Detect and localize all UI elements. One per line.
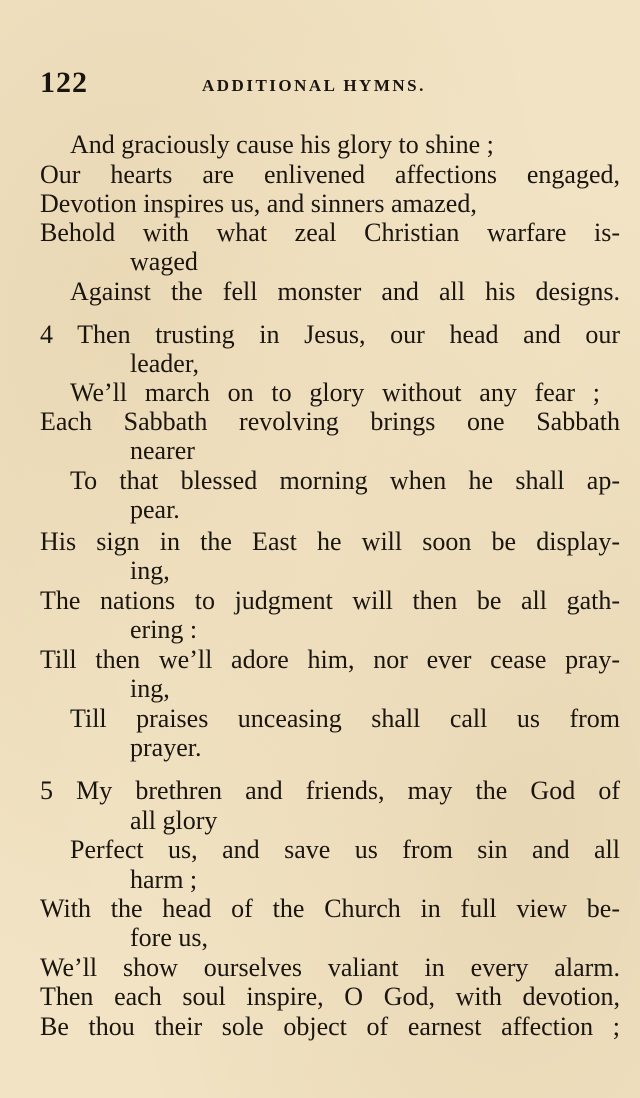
page-number: 122 [40,66,88,99]
hymn-line: 4 Then trusting in Jesus, our head and our [40,320,620,349]
hymn-line: And graciously cause his glory to shine ; [70,130,494,159]
hymn-line: Each Sabbath revolving brings one Sabbath [40,407,620,436]
hymn-line: Be thou their sole object of earnest affection ; [40,1012,620,1041]
hymn-line: Our hearts are enlivened affections engaged, [40,160,620,189]
hymn-line: prayer. [130,733,202,762]
hymn-line: 5 My brethren and friends, may the God of [40,776,620,805]
hymn-line: Perfect us, and save us from sin and all [70,835,620,864]
hymn-line: waged [130,247,198,276]
hymn-line: The nations to judgment will then be all gath- [40,586,620,615]
hymn-line: Against the fell monster and all his designs. [70,277,620,306]
hymn-line: His sign in the East he will soon be display- [40,527,620,556]
hymn-line: ering : [130,615,198,644]
hymn-line: Till then we’ll adore him, nor ever cease pray- [40,645,620,674]
page-header [40,66,620,106]
hymn-line: To that blessed morning when he shall ap- [70,466,620,495]
hymn-line: We’ll march on to glory without any fear ; [70,378,600,407]
hymn-line: leader, [130,349,199,378]
hymn-line: fore us, [130,923,208,952]
hymn-line: We’ll show ourselves valiant in every alarm. [40,953,620,982]
hymn-line: all glory [130,806,218,835]
hymn-line: nearer [130,436,195,465]
running-head: ADDITIONAL HYMNS. [202,76,426,95]
hymn-line: Then each soul inspire, O God, with devotion, [40,982,620,1011]
hymn-line: harm ; [130,865,198,894]
hymn-line: Devotion inspires us, and sinners amazed, [40,189,477,218]
hymn-line: Till praises unceasing shall call us from [70,704,620,733]
hymn-line: pear. [130,495,180,524]
hymn-line: ing, [130,674,170,703]
hymn-line: With the head of the Church in full view be- [40,894,620,923]
hymn-line: Behold with what zeal Christian warfare is- [40,218,620,247]
hymn-line: ing, [130,556,170,585]
